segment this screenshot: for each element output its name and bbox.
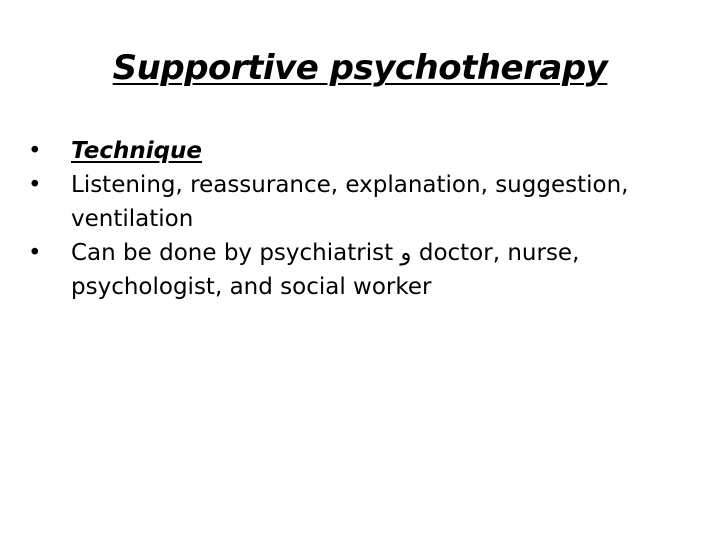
bullet-marker: • <box>28 138 42 164</box>
bullet-item-technique <box>28 134 688 168</box>
bullet-item-done-by <box>28 236 688 304</box>
bullet-marker: • <box>28 240 42 266</box>
bullet-text: Technique <box>71 138 203 164</box>
bullet-marker: • <box>28 172 42 198</box>
slide-title: Supportive psychotherapy <box>112 48 608 88</box>
bullet-list <box>28 134 688 304</box>
bullet-text: Can be done by psychiatrist و doctor, nurse, psychologist, and social worker <box>71 240 580 300</box>
bullet-item-listening <box>28 168 688 236</box>
bullet-text: Listening, reassurance, explanation, suggestion, ventilation <box>71 172 629 232</box>
